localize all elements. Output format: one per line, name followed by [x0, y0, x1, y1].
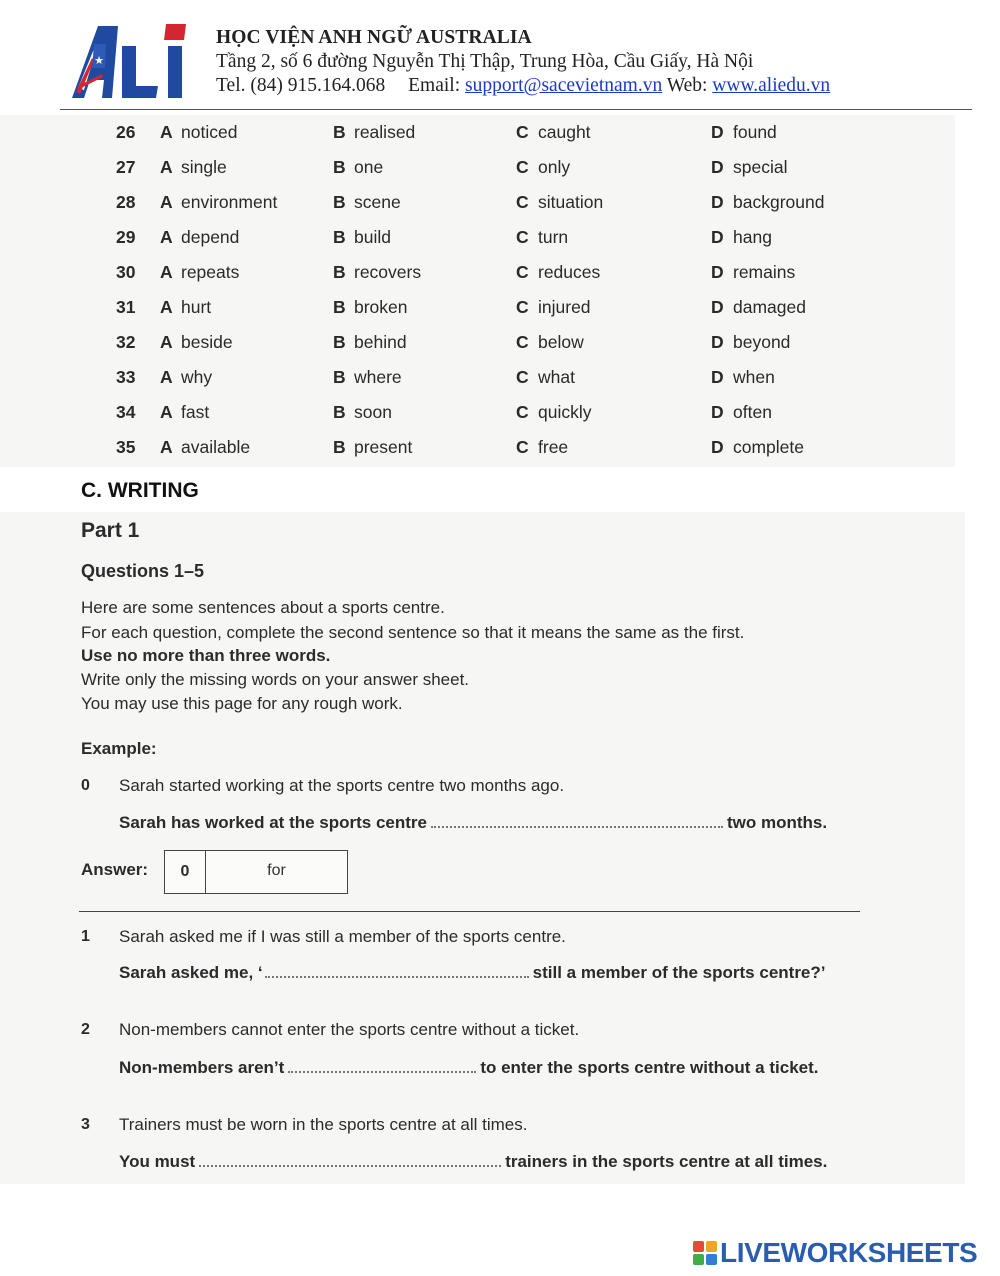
option-letter-c: C	[516, 402, 529, 422]
brand-tile-l	[693, 1241, 704, 1252]
option-letter-c: C	[516, 157, 529, 177]
questions-heading: Questions 1–5	[81, 561, 205, 581]
option-c[interactable]: free	[538, 437, 569, 457]
option-letter-d: D	[711, 192, 724, 212]
option-letter-b: B	[333, 437, 346, 457]
option-a[interactable]: environment	[181, 192, 278, 212]
option-letter-c: C	[516, 367, 529, 387]
question-prefix: Non-members aren’t	[119, 1058, 285, 1077]
question-number: 35	[116, 437, 136, 457]
vocabulary-options-table	[0, 115, 955, 467]
option-d[interactable]: background	[733, 192, 825, 212]
question-number: 26	[116, 122, 136, 142]
option-letter-c: C	[516, 332, 529, 352]
option-letter-a: A	[160, 367, 173, 387]
question-number: 27	[116, 157, 136, 177]
option-c[interactable]: turn	[538, 227, 569, 247]
option-a[interactable]: available	[181, 437, 251, 457]
brand-tile-i	[706, 1241, 717, 1252]
option-d[interactable]: often	[733, 402, 772, 422]
option-b[interactable]: where	[354, 367, 402, 387]
web-link[interactable]: www.aliedu.vn	[712, 75, 831, 96]
question-sentence: Non-members cannot enter the sports centre without a ticket.	[119, 1020, 580, 1039]
option-b[interactable]: soon	[354, 402, 392, 422]
option-a[interactable]: beside	[181, 332, 233, 352]
question-sentence: Sarah asked me if I was still a member of the sports centre.	[119, 927, 566, 946]
option-c[interactable]: injured	[538, 297, 591, 317]
example-transformation	[119, 812, 827, 833]
option-letter-c: C	[516, 437, 529, 457]
question-transformation	[119, 962, 826, 983]
option-c[interactable]: what	[538, 367, 575, 387]
email-label: Email:	[408, 75, 461, 96]
question-row-35	[0, 430, 955, 465]
liveworksheets-brand[interactable]	[693, 1236, 977, 1270]
option-letter-b: B	[333, 262, 346, 282]
option-letter-b: B	[333, 157, 346, 177]
option-letter-a: A	[160, 402, 173, 422]
question-number: 2	[81, 1021, 90, 1038]
email-link[interactable]: support@sacevietnam.vn	[465, 75, 663, 96]
option-letter-d: D	[711, 227, 724, 247]
answer-value: for	[267, 862, 286, 879]
option-a[interactable]: single	[181, 157, 227, 177]
part-heading: Part 1	[81, 519, 140, 542]
option-a[interactable]: fast	[181, 402, 210, 422]
option-b[interactable]: realised	[354, 122, 416, 142]
web-label: Web:	[666, 75, 708, 96]
option-d[interactable]: special	[733, 157, 788, 177]
letterhead	[0, 0, 1000, 112]
option-b[interactable]: build	[354, 227, 391, 247]
question-row-31	[0, 290, 955, 325]
option-b[interactable]: behind	[354, 332, 407, 352]
option-letter-c: C	[516, 262, 529, 282]
option-letter-a: A	[160, 227, 173, 247]
question-prefix: Sarah asked me, ‘	[119, 963, 263, 982]
option-letter-d: D	[711, 157, 724, 177]
svg-text:★: ★	[94, 54, 104, 67]
question-number: 30	[116, 262, 136, 282]
option-letter-c: C	[516, 122, 529, 142]
ali-logo	[68, 18, 190, 102]
question-number: 3	[81, 1116, 90, 1133]
writing-part	[0, 512, 965, 1184]
option-b[interactable]: scene	[354, 192, 401, 212]
question-number: 29	[116, 227, 136, 247]
question-row-32	[0, 325, 955, 360]
option-letter-b: B	[333, 297, 346, 317]
question-suffix: trainers in the sports centre at all times.	[505, 1152, 828, 1171]
question-number: 1	[81, 928, 90, 945]
brand-tile-v	[693, 1254, 704, 1265]
option-a[interactable]: repeats	[181, 262, 240, 282]
example-divider	[79, 911, 860, 912]
tel: Tel. (84) 915.164.068	[216, 75, 386, 96]
answer-blank[interactable]	[265, 962, 529, 978]
instruction-line: Write only the missing words on your answer sheet.	[81, 670, 470, 689]
option-c[interactable]: only	[538, 157, 571, 177]
question-row-29	[0, 220, 955, 255]
institution-address: Tầng 2, số 6 đường Nguyễn Thị Thập, Trung Hòa, Cầu Giấy, Hà Nội	[216, 51, 754, 72]
option-letter-a: A	[160, 332, 173, 352]
option-letter-b: B	[333, 332, 346, 352]
question-suffix: to enter the sports centre without a ticket.	[480, 1058, 819, 1077]
question-number: 32	[116, 332, 136, 352]
question-number: 34	[116, 402, 136, 422]
institution-info	[216, 26, 830, 98]
question-prefix: You must	[119, 1152, 196, 1171]
instruction-line: Use no more than three words.	[81, 646, 331, 665]
example-suffix: two months.	[727, 813, 828, 832]
option-a[interactable]: hurt	[181, 297, 212, 317]
option-letter-d: D	[711, 367, 724, 387]
option-letter-c: C	[516, 297, 529, 317]
instruction-line: For each question, complete the second sentence so that it means the same as the first.	[81, 623, 745, 642]
option-letter-d: D	[711, 332, 724, 352]
question-number: 28	[116, 192, 136, 212]
option-c[interactable]: situation	[538, 192, 604, 212]
option-letter-a: A	[160, 192, 173, 212]
example-sentence: Sarah started working at the sports centre two months ago.	[119, 776, 565, 795]
option-letter-d: D	[711, 122, 724, 142]
option-d[interactable]: complete	[733, 437, 805, 457]
option-d[interactable]: remains	[733, 262, 796, 282]
option-letter-a: A	[160, 122, 173, 142]
option-letter-a: A	[160, 297, 173, 317]
example-label: Example:	[81, 739, 157, 758]
option-d[interactable]: damaged	[733, 297, 806, 317]
example-blank	[431, 812, 723, 828]
option-c[interactable]: quickly	[538, 402, 592, 422]
example-answer-box	[164, 850, 348, 894]
option-c[interactable]: below	[538, 332, 584, 352]
question-transformation	[119, 1151, 827, 1172]
option-a[interactable]: noticed	[181, 122, 238, 142]
option-letter-a: A	[160, 157, 173, 177]
option-letter-d: D	[711, 402, 724, 422]
question-row-27	[0, 150, 955, 185]
answer-blank[interactable]	[288, 1057, 476, 1073]
instruction-line: Here are some sentences about a sports centre.	[81, 598, 445, 617]
option-d[interactable]: when	[733, 367, 775, 387]
example-prefix: Sarah has worked at the sports centre	[119, 813, 427, 832]
question-row-28	[0, 185, 955, 220]
brand-text: LIVEWORKSHEETS	[720, 1237, 978, 1268]
option-a[interactable]: depend	[181, 227, 240, 247]
option-letter-b: B	[333, 367, 346, 387]
option-letter-a: A	[160, 437, 173, 457]
option-letter-b: B	[333, 122, 346, 142]
liveworksheets-icon	[693, 1241, 717, 1265]
question-suffix: still a member of the sports centre?’	[532, 963, 826, 982]
contact-line	[216, 74, 830, 98]
instruction-line: You may use this page for any rough work.	[81, 694, 403, 713]
option-letter-d: D	[711, 437, 724, 457]
option-b[interactable]: recovers	[354, 262, 422, 282]
section-title: C. WRITING	[81, 479, 199, 502]
question-transformation	[119, 1057, 819, 1078]
question-sentence: Trainers must be worn in the sports centre at all times.	[119, 1115, 528, 1134]
option-letter-c: C	[516, 192, 529, 212]
option-b[interactable]: broken	[354, 297, 408, 317]
option-letter-d: D	[711, 262, 724, 282]
option-b[interactable]: present	[354, 437, 413, 457]
answer-number: 0	[165, 851, 206, 893]
option-d[interactable]: found	[733, 122, 777, 142]
option-letter-b: B	[333, 192, 346, 212]
header-divider	[60, 109, 972, 110]
option-b[interactable]: one	[354, 157, 384, 177]
institution-name: HỌC VIỆN ANH NGỮ AUSTRALIA	[216, 27, 532, 48]
option-a[interactable]: why	[181, 367, 213, 387]
question-row-26	[0, 115, 955, 150]
option-letter-b: B	[333, 402, 346, 422]
option-d[interactable]: hang	[733, 227, 772, 247]
question-row-30	[0, 255, 955, 290]
answer-blank[interactable]	[199, 1151, 501, 1167]
option-letter-c: C	[516, 227, 529, 247]
example-number: 0	[81, 777, 90, 794]
option-c[interactable]: reduces	[538, 262, 601, 282]
option-letter-b: B	[333, 227, 346, 247]
question-number: 33	[116, 367, 136, 387]
option-c[interactable]: caught	[538, 122, 591, 142]
question-row-33	[0, 360, 955, 395]
question-row-34	[0, 395, 955, 430]
option-d[interactable]: beyond	[733, 332, 791, 352]
question-number: 31	[116, 297, 136, 317]
brand-tile-e	[706, 1254, 717, 1265]
option-letter-a: A	[160, 262, 173, 282]
answer-label: Answer:	[81, 860, 149, 879]
option-letter-d: D	[711, 297, 724, 317]
